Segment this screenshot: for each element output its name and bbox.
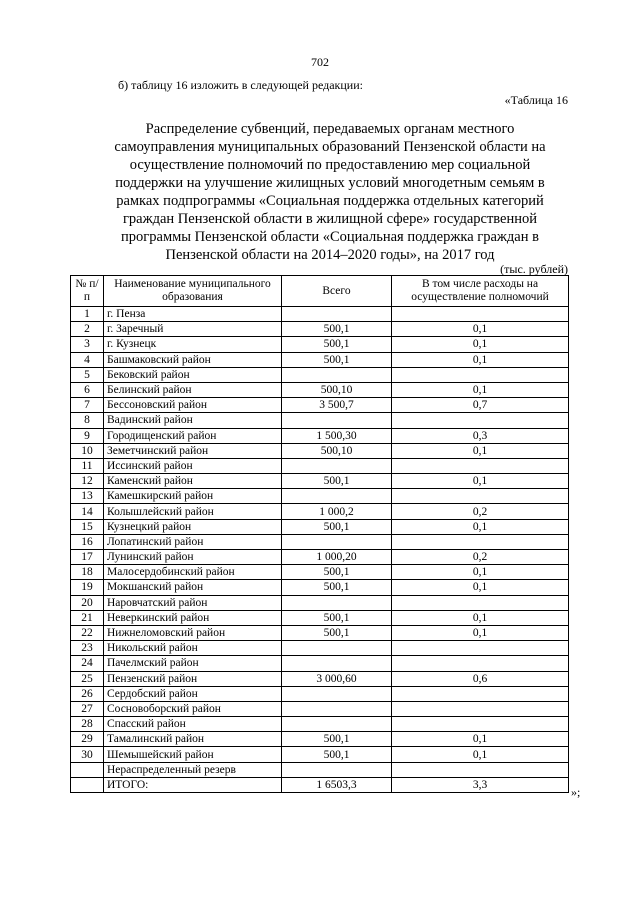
row-number: 5: [71, 367, 104, 382]
table-row: [71, 550, 569, 565]
title-line: граждан Пензенской области в жилищной сфере» государственной: [122, 211, 538, 227]
table-row: [71, 307, 569, 322]
row-total: 500,1: [282, 732, 392, 747]
table-row: [71, 625, 569, 640]
row-number: 16: [71, 534, 104, 549]
row-total: 500,1: [282, 625, 392, 640]
row-powers: [392, 489, 569, 504]
table-row: [71, 474, 569, 489]
row-name: Башмаковский район: [104, 352, 282, 367]
row-powers: 0,1: [392, 352, 569, 367]
row-total: [282, 641, 392, 656]
row-name: Малосердобинский район: [104, 565, 282, 580]
row-total: 500,1: [282, 474, 392, 489]
table-row: [71, 732, 569, 747]
table-header-row: [71, 276, 569, 307]
row-number: 4: [71, 352, 104, 367]
title-line: самоуправления муниципальных образований Пензенской области на: [114, 139, 546, 155]
row-name: Бековский район: [104, 367, 282, 382]
row-number: 29: [71, 732, 104, 747]
row-total: [282, 489, 392, 504]
table-reference: «Таблица 16: [504, 93, 568, 107]
row-total: [282, 413, 392, 428]
row-total: [282, 701, 392, 716]
header-powers: В том числе расходы на осуществление полномочий: [392, 276, 569, 307]
row-powers: [392, 641, 569, 656]
row-powers: 0,1: [392, 625, 569, 640]
row-powers: [392, 656, 569, 671]
title-line: осуществление полномочий по предоставлению мер социальной: [129, 157, 531, 173]
table-row: [71, 367, 569, 382]
header-name: Наименование муниципального образования: [104, 276, 282, 307]
document-title: [110, 120, 550, 264]
row-powers: 0,7: [392, 398, 569, 413]
table-row: [71, 610, 569, 625]
row-number: 19: [71, 580, 104, 595]
row-name: Вадинский район: [104, 413, 282, 428]
table-row: [71, 656, 569, 671]
row-total: 500,10: [282, 382, 392, 397]
row-number: 10: [71, 443, 104, 458]
row-powers: 0,3: [392, 428, 569, 443]
row-total: 500,1: [282, 565, 392, 580]
intro-text: б) таблицу 16 изложить в следующей редакции:: [118, 78, 363, 92]
row-number: 30: [71, 747, 104, 762]
table-row: [71, 458, 569, 473]
table-row: [71, 504, 569, 519]
row-powers: [392, 762, 569, 777]
row-total: 1 000,20: [282, 550, 392, 565]
row-name: Городищенский район: [104, 428, 282, 443]
row-total: [282, 762, 392, 777]
row-number: 13: [71, 489, 104, 504]
row-total: 500,1: [282, 610, 392, 625]
table-row: [71, 398, 569, 413]
row-total: [282, 534, 392, 549]
row-name: Нераспределенный резерв: [104, 762, 282, 777]
row-number: 23: [71, 641, 104, 656]
row-powers: 3,3: [392, 777, 569, 792]
row-total: [282, 595, 392, 610]
row-name: Сосновоборский район: [104, 701, 282, 716]
row-number: 1: [71, 307, 104, 322]
row-total: 500,1: [282, 580, 392, 595]
row-total: 500,1: [282, 352, 392, 367]
row-name: Камешкирский район: [104, 489, 282, 504]
row-powers: 0,1: [392, 565, 569, 580]
row-total: 500,1: [282, 322, 392, 337]
row-total: 1 500,30: [282, 428, 392, 443]
title-line: рамках подпрограммы «Социальная поддержка отдельных категорий: [116, 193, 544, 209]
row-name: Каменский район: [104, 474, 282, 489]
title-line: поддержки на улучшение жилищных условий многодетным семьям в: [115, 175, 545, 191]
row-name: Лопатинский район: [104, 534, 282, 549]
row-number: 18: [71, 565, 104, 580]
row-powers: 0,2: [392, 550, 569, 565]
row-total: 3 000,60: [282, 671, 392, 686]
table-row: [71, 686, 569, 701]
row-powers: [392, 717, 569, 732]
table-row: [71, 322, 569, 337]
row-powers: 0,1: [392, 382, 569, 397]
table-row: [71, 595, 569, 610]
row-powers: 0,1: [392, 747, 569, 762]
row-name: Пензенский район: [104, 671, 282, 686]
table-row: [71, 413, 569, 428]
row-number: 6: [71, 382, 104, 397]
row-name: Иссинский район: [104, 458, 282, 473]
row-powers: 0,6: [392, 671, 569, 686]
table-row: [71, 428, 569, 443]
title-line: программы Пензенской области «Социальная поддержка граждан в: [121, 229, 539, 245]
row-powers: [392, 534, 569, 549]
row-number: 17: [71, 550, 104, 565]
row-powers: 0,1: [392, 322, 569, 337]
row-number: 26: [71, 686, 104, 701]
row-total: [282, 307, 392, 322]
row-powers: 0,1: [392, 580, 569, 595]
table-row: [71, 337, 569, 352]
row-name: г. Кузнецк: [104, 337, 282, 352]
row-powers: [392, 307, 569, 322]
row-number: 15: [71, 519, 104, 534]
row-total: 1 000,2: [282, 504, 392, 519]
row-number: 12: [71, 474, 104, 489]
row-powers: 0,1: [392, 610, 569, 625]
row-name: Пачелмский район: [104, 656, 282, 671]
row-number: 24: [71, 656, 104, 671]
row-total: [282, 717, 392, 732]
row-name: Мокшанский район: [104, 580, 282, 595]
closing-mark: »;: [571, 785, 581, 799]
row-name: Белинский район: [104, 382, 282, 397]
row-number: 8: [71, 413, 104, 428]
row-powers: [392, 458, 569, 473]
row-number: 3: [71, 337, 104, 352]
table-row: [71, 519, 569, 534]
table-row: [71, 352, 569, 367]
row-powers: 0,1: [392, 519, 569, 534]
row-name: Земетчинский район: [104, 443, 282, 458]
row-total: [282, 458, 392, 473]
row-total: 500,1: [282, 747, 392, 762]
row-number: 14: [71, 504, 104, 519]
row-number: 9: [71, 428, 104, 443]
table-row: [71, 382, 569, 397]
row-name: г. Пенза: [104, 307, 282, 322]
table-row: [71, 777, 569, 792]
row-total: [282, 656, 392, 671]
row-number: 7: [71, 398, 104, 413]
row-powers: 0,1: [392, 732, 569, 747]
row-number: 20: [71, 595, 104, 610]
row-number: 28: [71, 717, 104, 732]
row-name: Неверкинский район: [104, 610, 282, 625]
row-name: Кузнецкий район: [104, 519, 282, 534]
row-total: 1 6503,3: [282, 777, 392, 792]
row-total: 3 500,7: [282, 398, 392, 413]
table-row: [71, 762, 569, 777]
table-row: [71, 641, 569, 656]
table-row: [71, 580, 569, 595]
row-name: Лунинский район: [104, 550, 282, 565]
table-row: [71, 565, 569, 580]
row-powers: [392, 367, 569, 382]
table-row: [71, 717, 569, 732]
row-powers: 0,1: [392, 474, 569, 489]
row-name: Нижнеломовский район: [104, 625, 282, 640]
row-number: 27: [71, 701, 104, 716]
row-total: 500,1: [282, 519, 392, 534]
header-num: № п/п: [71, 276, 104, 307]
row-name: ИТОГО:: [104, 777, 282, 792]
row-powers: 0,2: [392, 504, 569, 519]
row-number: 22: [71, 625, 104, 640]
row-name: Сердобский район: [104, 686, 282, 701]
row-powers: [392, 686, 569, 701]
row-total: [282, 686, 392, 701]
table-row: [71, 747, 569, 762]
table-row: [71, 443, 569, 458]
table-row: [71, 671, 569, 686]
row-powers: 0,1: [392, 443, 569, 458]
row-name: Никольский район: [104, 641, 282, 656]
row-powers: [392, 701, 569, 716]
table-row: [71, 489, 569, 504]
table-row: [71, 701, 569, 716]
row-name: Бессоновский район: [104, 398, 282, 413]
row-total: 500,1: [282, 337, 392, 352]
row-powers: [392, 595, 569, 610]
row-name: Наровчатский район: [104, 595, 282, 610]
row-number: [71, 762, 104, 777]
row-powers: 0,1: [392, 337, 569, 352]
row-number: [71, 777, 104, 792]
header-total: Всего: [282, 276, 392, 307]
row-name: Шемышейский район: [104, 747, 282, 762]
row-powers: [392, 413, 569, 428]
row-name: Колышлейский район: [104, 504, 282, 519]
row-name: Тамалинский район: [104, 732, 282, 747]
title-line: Распределение субвенций, передаваемых органам местного: [145, 121, 515, 137]
title-line: Пензенской области на 2014–2020 годы», на 2017 год: [165, 247, 495, 263]
subventions-table: [70, 275, 569, 793]
row-name: Спасский район: [104, 717, 282, 732]
page-number: 702: [311, 55, 329, 69]
row-number: 25: [71, 671, 104, 686]
table-row: [71, 534, 569, 549]
row-name: г. Заречный: [104, 322, 282, 337]
row-number: 2: [71, 322, 104, 337]
row-number: 21: [71, 610, 104, 625]
row-total: [282, 367, 392, 382]
units-label: (тыс. рублей): [500, 262, 568, 276]
row-total: 500,10: [282, 443, 392, 458]
row-number: 11: [71, 458, 104, 473]
